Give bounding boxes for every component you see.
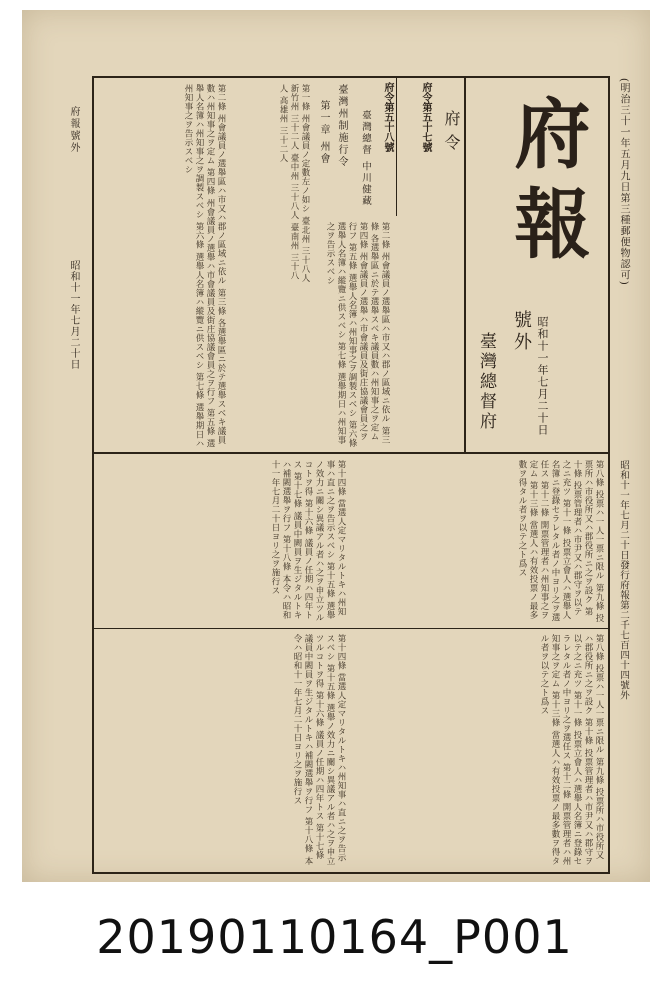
publisher-name: 臺灣總督府 [476, 332, 496, 432]
frame-top-rule [92, 76, 610, 78]
registration-note: (明治三十一年五月九日第三種郵便物認可) [618, 78, 629, 286]
upper-left-text: 第二條 州會議員ノ選舉區ハ市又ハ郡ノ區域ニ依ル 第三條 各選舉區ニ於テ選舉スベキ議員數ハ州知事之ヲ定ム 第四條 州會議員ノ選舉ハ市會議員及街庄協議會員之ヲ行フ 第五條 選舉人名簿ハ州知事之ヲ調製スベシ 第六條 選舉人名簿ハ縱覽ニ供スベシ 第七條 選舉期日ハ州知事之ヲ告示スベシ [183, 84, 226, 448]
left-margin-date: 昭和十一年七月二十日 [68, 260, 79, 370]
frame-left-rule [92, 76, 94, 874]
edict-58-heading: 府令第五十八號 [382, 82, 393, 152]
section-label: 府令 [442, 110, 461, 158]
lower-right-text: 第八條 投票ハ一人一票ニ限ル 第九條 投票所ハ市役所又ハ郡役所ニ之ヲ設ク 第十條 投票管理者ハ市尹又ハ郡守ヲ以テ之ニ充ツ 第十一條 投票立會人ハ選舉人名簿ニ登錄セラレタル者ノ中ヨリ之ヲ選任ス 第十二條 開票管理者ハ州知事之ヲ定ム 第十三條 當選人ハ有效投票ノ最多數ヲ得タル者ヲ以テ之ト爲ス [517, 460, 604, 623]
upper-middle-text: 第二條 州會議員ノ選舉區ハ市又ハ郡ノ區域ニ依ル 第三條 各選舉區ニ於テ選舉スベキ議員數ハ州知事之ヲ定ム 第四條 州會議員ノ選舉ハ市會議員及街庄協議會員之ヲ行フ 第五條 選舉人名簿ハ州知事之ヲ調製スベシ 第六條 選舉人名簿ハ縱覽ニ供スベシ 第七條 選舉期日ハ州知事之ヲ告示スベシ [325, 222, 390, 448]
bottom-left-text: 第十四條 當選人定マリタルトキハ州知事ハ直ニ之ヲ告示スベシ 第十五條 選舉ノ效力ニ關シ異議アル者ハ之ヲ申立ツルコトヲ得 第十六條 議員ノ任期ハ四年トス 第十七條 議員中闕員ヲ生ジタルトキハ補闕選舉ヲ行フ 第十八條 本令ハ昭和十一年七月二十日ヨリ之ヲ施行ス [292, 634, 346, 866]
issue-number-note: 昭和十一年七月二十日發行府報第二千七百四十四號外 [618, 460, 629, 700]
seat-table: 第一條 州會議員ノ定數左ノ如シ 臺北州 三十八人 新竹州 三十二人 臺中州 三十八人 臺南州 三十八人 高雄州 三十二人 [278, 84, 310, 283]
lower-middle-text: 第十四條 當選人定マリタルトキハ州知事ハ直ニ之ヲ告示スベシ 第十五條 選舉ノ效力ニ關シ異議アル者ハ之ヲ申立ツルコトヲ得 第十六條 議員ノ任期ハ四年トス 第十七條 議員中闕員ヲ生ジタルトキハ補闕選舉ヲ行フ 第十八條 本令ハ昭和十一年七月二十日ヨリ之ヲ施行ス [270, 460, 346, 622]
issue-date: 昭和十一年七月二十日 [536, 316, 549, 436]
masthead-left-rule [464, 76, 466, 454]
bottom-right-text: 第八條 投票ハ一人一票ニ限ル 第九條 投票所ハ市役所又ハ郡役所ニ之ヲ設ク 第十條 投票管理者ハ市尹又ハ郡守ヲ以テ之ニ充ツ 第十一條 投票立會人ハ選舉人名簿ニ登錄セラレタル者ノ中ヨリ之ヲ選任ス 第十二條 開票管理者ハ州知事之ヲ定ム 第十三條 當選人ハ有效投票ノ最多數ヲ得タル者ヲ以テ之ト爲ス [539, 634, 604, 866]
governor-signature: 臺灣總督 中川健藏 [360, 110, 371, 208]
left-margin-label: 府報號外 [68, 106, 79, 154]
issue-label: 號外 [511, 310, 532, 354]
section-box-rule [396, 76, 397, 216]
newspaper-page [22, 10, 650, 882]
archive-id-caption: 20190110164_P001 [96, 910, 573, 964]
edict-57-heading: 府令第五十七號 [420, 82, 431, 152]
frame-bottom-rule [92, 872, 610, 874]
masthead-title: 府報 [502, 94, 591, 274]
appendix-title: 臺灣州制施行令 [336, 84, 347, 168]
frame-right-rule [608, 76, 610, 874]
chapter-heading: 第一章 州會 [318, 100, 329, 166]
header-divider [92, 452, 610, 454]
middle-divider [92, 628, 610, 629]
